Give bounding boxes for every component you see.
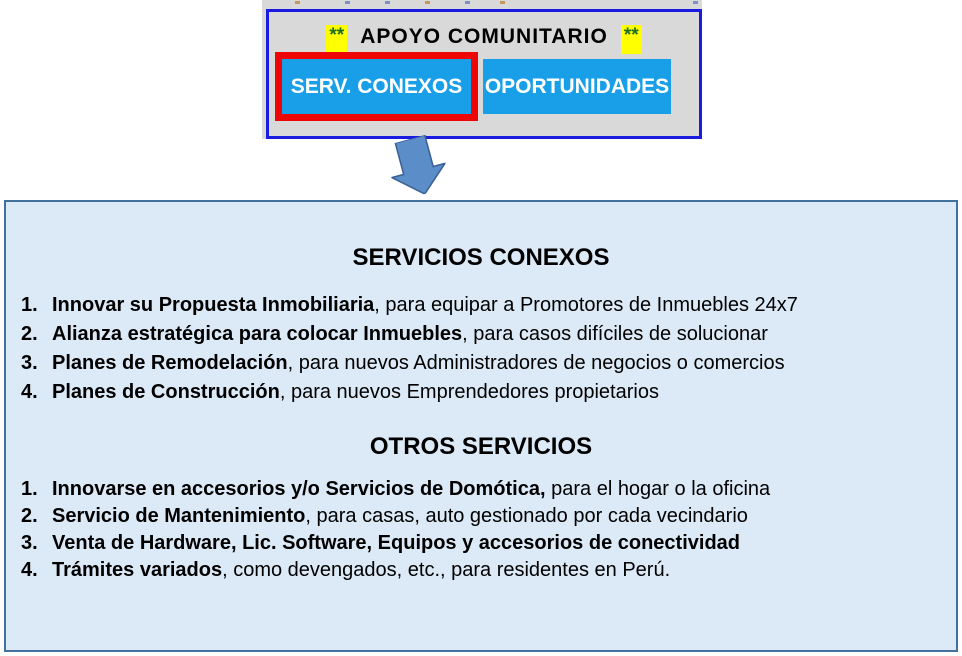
service-item bbox=[6, 320, 956, 349]
service-item bbox=[6, 503, 956, 530]
item-bold-text: Venta de Hardware, Lic. Software, Equipos y accesorios de conectividad bbox=[52, 532, 741, 554]
item-bold-text: Servicio de Mantenimiento bbox=[52, 505, 306, 527]
section-heading-servicios-conexos: SERVICIOS CONEXOS bbox=[352, 244, 610, 271]
otros-servicios-list bbox=[6, 476, 956, 584]
item-bold-text: Trámites variados bbox=[52, 559, 223, 581]
item-bold-text: Planes de Remodelación bbox=[52, 352, 288, 374]
service-item bbox=[6, 557, 956, 584]
item-number: 1. bbox=[21, 294, 38, 316]
item-number: 4. bbox=[21, 381, 38, 403]
section-heading-otros-servicios: OTROS SERVICIOS bbox=[369, 433, 593, 460]
service-item bbox=[6, 378, 956, 407]
servicios-conexos-list bbox=[6, 291, 956, 407]
service-item bbox=[6, 349, 956, 378]
item-rest-text: , para equipar a Promotores de Inmuebles 24x7 bbox=[374, 294, 798, 316]
item-bold-text: Innovar su Propuesta Inmobiliaria bbox=[52, 294, 375, 316]
red-highlight-annotation bbox=[275, 52, 478, 121]
item-number: 2. bbox=[21, 323, 38, 345]
highlight-asterisks-left: ** bbox=[326, 25, 347, 54]
item-bold-text: Alianza estratégica para colocar Inmuebles bbox=[52, 323, 463, 345]
service-item bbox=[6, 530, 956, 557]
item-number: 3. bbox=[21, 532, 38, 554]
apoyo-comunitario-box bbox=[266, 9, 702, 139]
apoyo-title bbox=[269, 25, 699, 54]
service-item bbox=[6, 291, 956, 320]
item-rest-text: , para casas, auto gestionado por cada vecindario bbox=[305, 505, 748, 527]
item-bold-text: Innovarse en accesorios y/o Servicios de Domótica, bbox=[52, 478, 546, 500]
item-number: 2. bbox=[21, 505, 38, 527]
item-rest-text: , como devengados, etc., para residentes en Perú. bbox=[222, 559, 671, 581]
item-number: 3. bbox=[21, 352, 38, 374]
cropped-ui-remnants bbox=[295, 1, 300, 4]
item-number: 4. bbox=[21, 559, 38, 581]
down-arrow-icon bbox=[383, 132, 452, 202]
service-item bbox=[6, 476, 956, 503]
item-rest-text: , para casos difíciles de solucionar bbox=[462, 323, 768, 345]
services-panel bbox=[4, 200, 958, 652]
item-rest-text: , para nuevos Administradores de negocios o comercios bbox=[287, 352, 785, 374]
apoyo-title-text: APOYO COMUNITARIO bbox=[360, 25, 608, 48]
item-rest-text: , para nuevos Emprendedores propietarios bbox=[279, 381, 659, 403]
apoyo-comunitario-window bbox=[262, 0, 702, 139]
item-bold-text: Planes de Construcción bbox=[52, 381, 280, 403]
highlight-asterisks-right: ** bbox=[621, 25, 642, 54]
oportunidades-button[interactable]: OPORTUNIDADES bbox=[483, 59, 671, 114]
item-number: 1. bbox=[21, 478, 38, 500]
serv-conexos-button[interactable]: SERV. CONEXOS bbox=[282, 59, 471, 114]
item-rest-text: para el hogar o la oficina bbox=[545, 478, 771, 500]
